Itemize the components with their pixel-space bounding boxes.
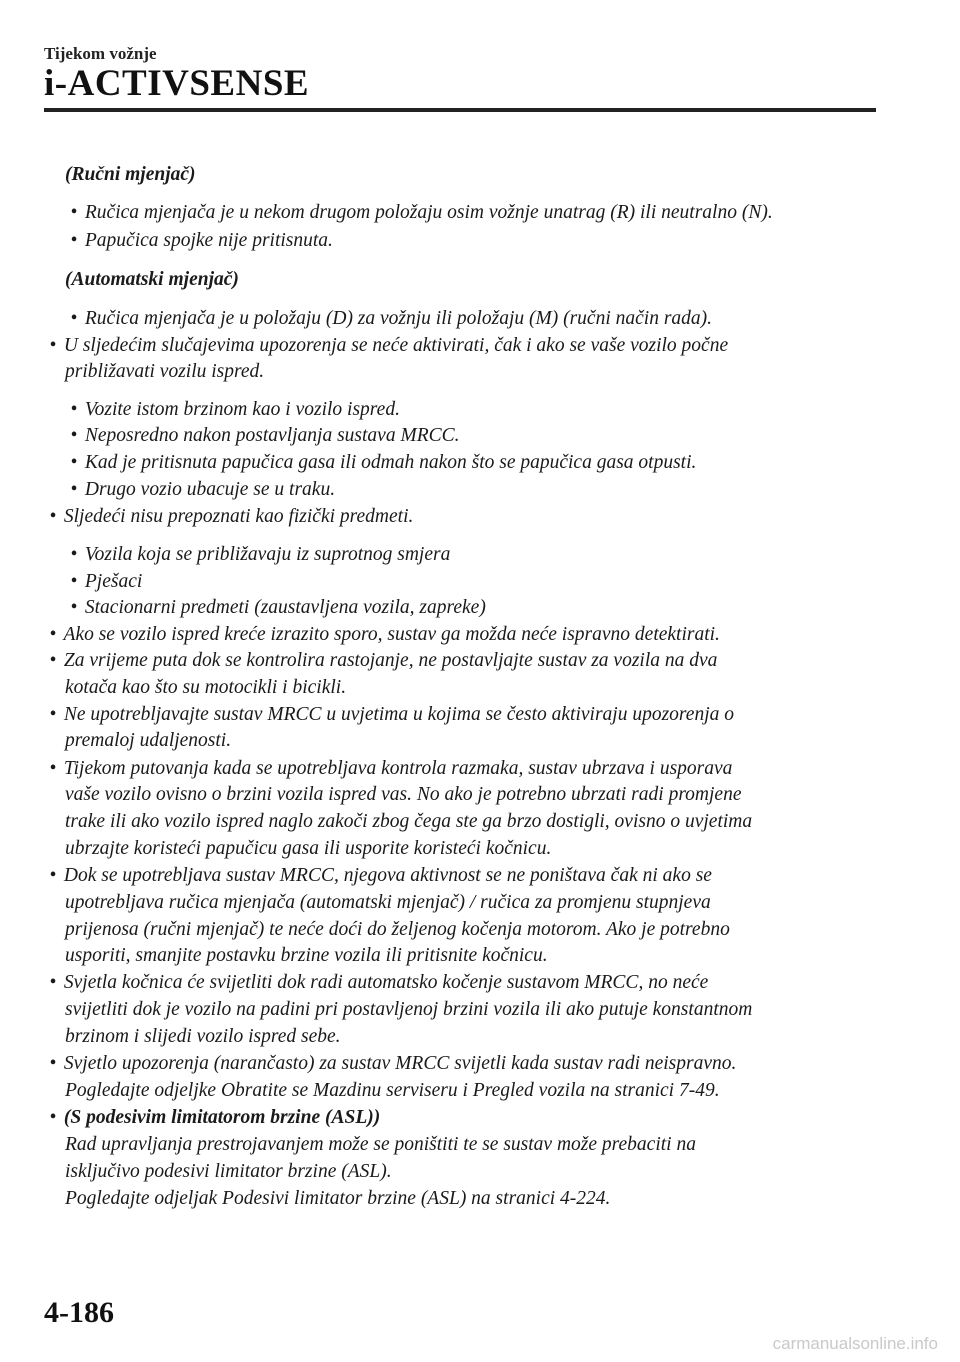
list-item-continuation: Pogledajte odjeljke Obratite se Mazdinu serviseru i Pregled vozila na stranici 7-49. [65,1080,720,1101]
list-item: • Kad je pritisnuta papučica gasa ili odmah nakon što se papučica gasa otpusti. [68,450,696,475]
list-item: • Stacionarni predmeti (zaustavljena vozila, zapreke) [68,595,486,620]
list-item: • Ako se vozilo ispred kreće izrazito sporo, sustav ga možda neće ispravno detektirati. [47,622,720,647]
list-item: • Tijekom putovanja kada se upotrebljava kontrola razmaka, sustav ubrzava i usporava [47,756,732,781]
header-divider [44,108,876,112]
list-item: • Pješaci [68,569,142,594]
bullet-icon: • [70,597,78,618]
list-item [47,1105,380,1130]
list-item-continuation: približavati vozilu ispred. [65,361,265,382]
list-item: • Svjetlo upozorenja (narančasto) za sustav MRCC svijetli kada sustav radi neispravno. [47,1051,736,1076]
list-item: • U sljedećim slučajevima upozorenja se neće aktivirati, čak i ako se vaše vozilo počne [47,333,728,358]
bullet-icon: • [49,650,57,671]
list-item: • Sljedeći nisu prepoznati kao fizički predmeti. [47,504,413,529]
bullet-icon: • [70,202,78,223]
bullet-icon: • [70,452,78,473]
manual-transmission-heading: (Ručni mjenjač) [65,164,196,185]
list-item-continuation: upotrebljava ručica mjenjača (automatski mjenjač) / ručica za promjenu stupnjeva [65,892,711,913]
bullet-icon: • [49,972,57,993]
list-item-continuation: brzinom i slijedi vozilo ispred sebe. [65,1026,341,1047]
list-item: • Neposredno nakon postavljanja sustava MRCC. [68,423,460,448]
list-item-continuation: Pogledajte odjeljak Podesivi limitator brzine (ASL) na stranici 4-224. [65,1188,611,1209]
list-item-continuation: isključivo podesivi limitator brzine (ASL). [65,1161,392,1182]
list-item: • Vozila koja se približavaju iz suprotnog smjera [68,542,450,567]
bullet-icon: • [49,624,57,645]
list-item: • Svjetla kočnica će svijetliti dok radi automatsko kočenje sustavom MRCC, no neće [47,970,708,995]
list-item: • Ne upotrebljavajte sustav MRCC u uvjetima u kojima se često aktiviraju upozorenja o [47,702,734,727]
page-title: i-ACTIVSENSE [44,63,310,104]
bullet-icon: • [70,308,78,329]
list-item-continuation: Rad upravljanja prestrojavanjem može se poništiti te se sustav može prebaciti na [65,1134,696,1155]
list-item: • Ručica mjenjača je u nekom drugom položaju osim vožnje unatrag (R) ili neutralno (N). [68,200,773,225]
bullet-icon: • [49,1107,57,1128]
bullet-icon: • [70,230,78,251]
list-item-continuation: prijenosa (ručni mjenjač) te neće doći do željenog kočenja motorom. Ako je potrebno [65,919,730,940]
asl-heading: (S podesivim limitatorom brzine (ASL)) [63,1107,381,1128]
bullet-icon: • [49,704,57,725]
bullet-icon: • [70,479,78,500]
list-item: • Drugo vozio ubacuje se u traku. [68,477,335,502]
list-item: • Vozite istom brzinom kao i vozilo ispred. [68,397,400,422]
list-item-continuation: svijetliti dok je vozilo na padini pri postavljenoj brzini vozila ili ako putuje konstantnom [65,999,753,1020]
bullet-icon: • [70,544,78,565]
list-item: • Papučica spojke nije pritisnuta. [68,228,333,253]
list-item: • Za vrijeme puta dok se kontrolira rastojanje, ne postavljajte sustav za vozila na dva [47,648,717,673]
bullet-icon: • [70,571,78,592]
list-item-continuation: ubrzajte koristeći papučicu gasa ili usporite koristeći kočnicu. [65,838,552,859]
page-number: 4-186 [44,1296,114,1329]
list-item-continuation: premaloj udaljenosti. [65,730,232,751]
bullet-icon: • [49,865,57,886]
bullet-icon: • [49,506,57,527]
list-item-continuation: kotača kao što su motocikli i bicikli. [65,677,347,698]
list-item: • Ručica mjenjača je u položaju (D) za vožnju ili položaju (M) (ručni način rada). [68,306,712,331]
automatic-transmission-heading: (Automatski mjenjač) [65,269,239,290]
list-item: • Dok se upotrebljava sustav MRCC, njegova aktivnost se ne poništava čak ni ako se [47,863,712,888]
section-label: Tijekom vožnje [44,44,157,63]
bullet-icon: • [49,335,57,356]
list-item-continuation: usporiti, smanjite postavku brzine vozila ili pritisnite kočnicu. [65,945,548,966]
bullet-icon: • [70,425,78,446]
bullet-icon: • [49,758,57,779]
bullet-icon: • [70,399,78,420]
bullet-icon: • [49,1053,57,1074]
watermark: carmanualsonline.info [772,1334,938,1353]
list-item-continuation: vaše vozilo ovisno o brzini vozila ispred vas. No ako je potrebno ubrzati radi promjene [65,784,742,805]
list-item-continuation: trake ili ako vozilo ispred naglo zakoči zbog čega ste ga brzo dostigli, ovisno o uvjetima [65,811,753,832]
